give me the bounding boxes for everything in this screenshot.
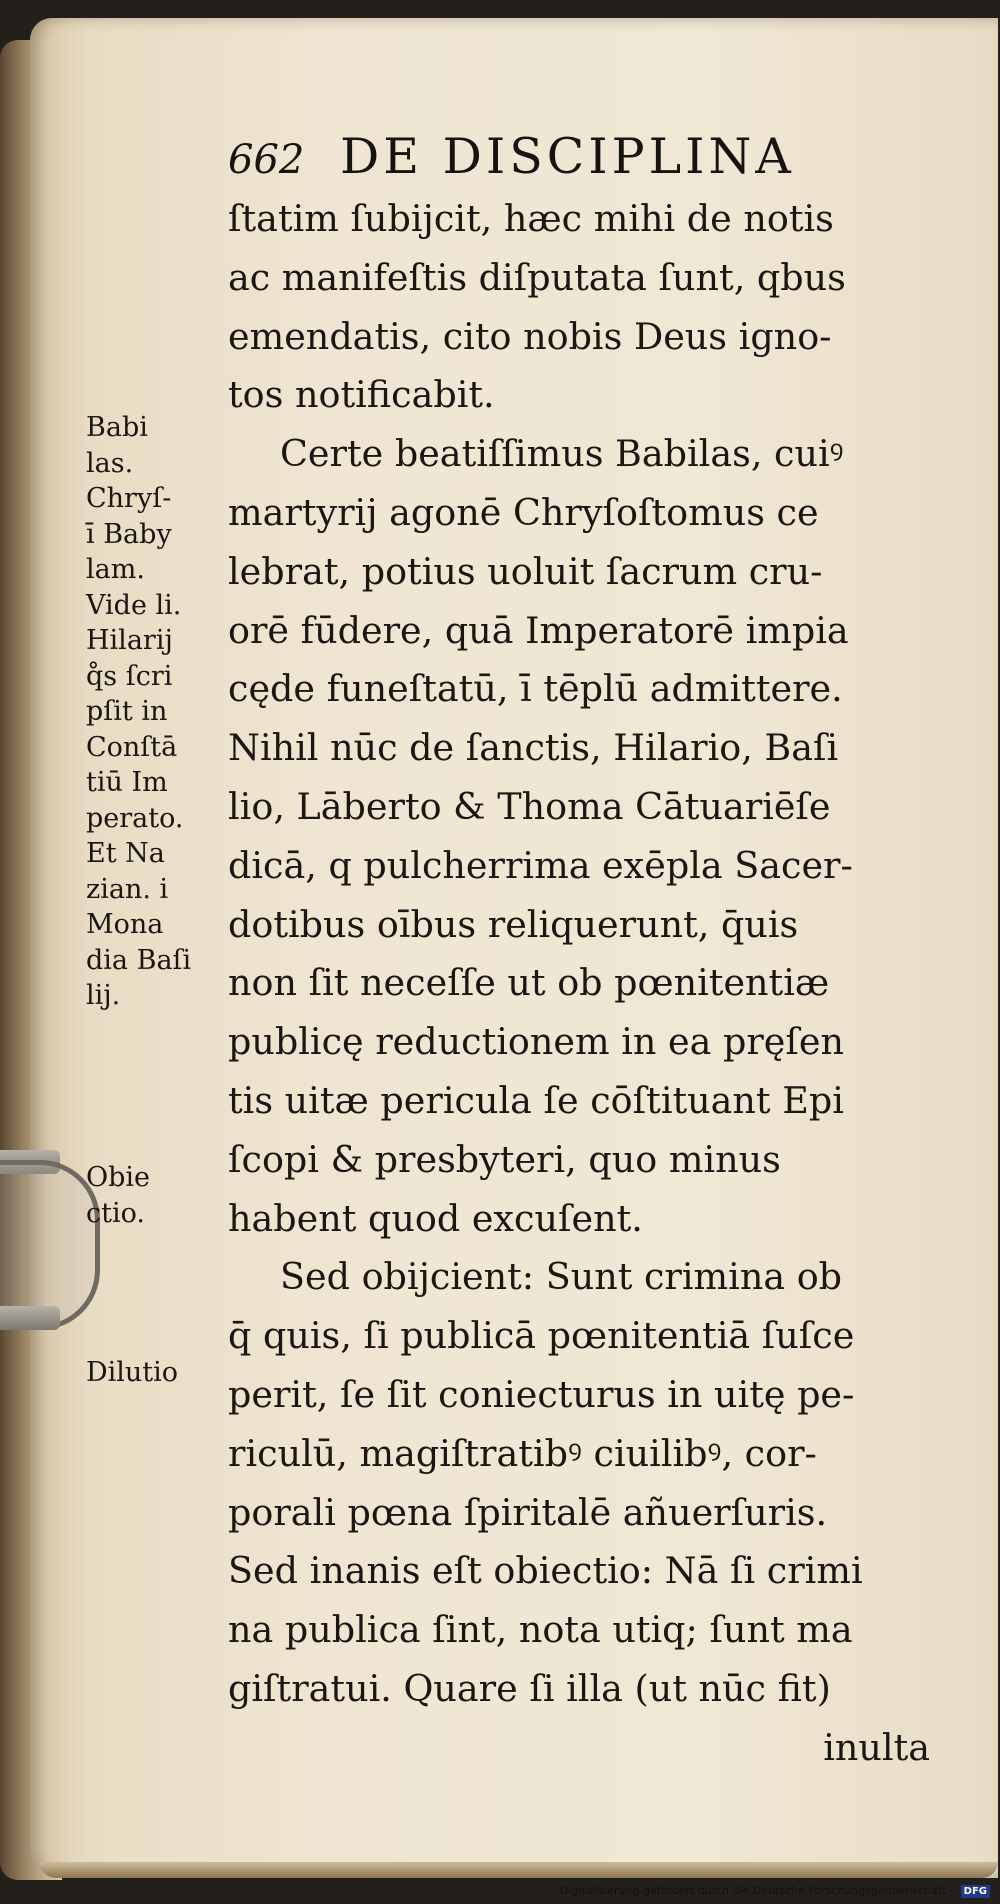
margin-note-line: Mona <box>86 909 164 940</box>
text-line: lebrat, potius uoluit ſacrum cru- <box>228 549 823 593</box>
text-line: lio, Lāberto & Thoma Cātuariēſe <box>228 784 831 828</box>
margin-note-line: pſit in <box>86 696 168 727</box>
margin-note-line: q̊s ſcri <box>86 660 173 692</box>
text-line: tos notificabit. <box>228 373 495 417</box>
text-line: riculū, magiſtratibꝰ ciuilibꝰ, cor- <box>228 1431 817 1475</box>
digitization-credit <box>560 1884 990 1898</box>
margin-note-obiectio <box>86 1160 236 1231</box>
text-line: non ſit neceſſe ut ob pœnitentiæ <box>228 961 830 1005</box>
text-line: perit, ſe ſit coniecturus in uitę pe- <box>228 1372 855 1416</box>
margin-note-line: Conſtā <box>86 731 178 763</box>
margin-note-line: ctio. <box>86 1197 145 1229</box>
margin-note-line: Babi <box>86 412 148 443</box>
clasp-bottom-bar <box>0 1306 60 1330</box>
page-number: 662 <box>228 137 305 183</box>
text-line: porali pœna ſpiritalē añuerſuris. <box>228 1490 828 1534</box>
margin-note-line: dia Baſi <box>86 944 192 976</box>
running-title: DE DISCIPLINA <box>339 128 795 185</box>
margin-note-line: lij. <box>86 980 121 1011</box>
text-line: ac manifeſtis diſputata ſunt, qbus <box>228 255 846 299</box>
text-line: ſtatim ſubijcit, hæc mihi de notis <box>228 197 834 240</box>
text-line: ſcopi & presbyteri, quo minus <box>228 1137 781 1181</box>
text-line: dicā, q pulcherrima exēpla Sacer- <box>228 843 853 887</box>
margin-note-line: perato. <box>86 802 184 834</box>
text-line: publicę reductionem in ea pręſen <box>228 1020 845 1064</box>
page-bottom-edge <box>40 1862 998 1878</box>
text-line: inulta <box>823 1725 930 1769</box>
text-line: orē fūdere, quā Imperatorē impia <box>228 608 849 652</box>
margin-note-line: ī Baby <box>86 518 172 550</box>
dfg-logo: DFG <box>961 1885 990 1898</box>
margin-note-line: Obie <box>86 1162 151 1193</box>
text-line: cęde funeſtatū, ī tēplū admittere. <box>228 667 843 711</box>
margin-note-line: Et Na <box>86 838 165 869</box>
margin-note-line: Hilarij <box>86 625 173 656</box>
margin-note-dilutio <box>86 1355 236 1391</box>
margin-note-line: tiū Im <box>86 767 168 798</box>
text-line: Nihil nūc de ſanctis, Hilario, Baſi <box>228 726 839 770</box>
credit-text: Digitalisierung gefördert durch die Deutsche Forschungsgemeinschaft - <box>559 1884 954 1897</box>
metal-clasp <box>0 1160 100 1330</box>
running-header <box>228 128 878 188</box>
margin-note-line: Vide li. <box>86 589 182 621</box>
margin-note-line: Chryſ- <box>86 483 172 514</box>
text-line: Sed obijcient: Sunt crimina ob <box>280 1255 843 1299</box>
body-text <box>228 190 938 1778</box>
margin-note-line: Dilutio <box>86 1357 179 1388</box>
text-line: martyrij agonē Chryſoſtomus ce <box>228 490 819 534</box>
margin-note-babilas <box>86 410 236 1014</box>
text-line: Certe beatiſſimus Babilas, cuiꝰ <box>280 432 844 476</box>
margin-note-line: zian. i <box>86 873 169 905</box>
text-line: habent quod excuſent. <box>228 1196 643 1240</box>
margin-note-line: lam. <box>86 554 145 585</box>
text-line: dotibus oībus reliquerunt, q̄uis <box>228 902 799 946</box>
text-line: giſtratui. Quare ſi illa (ut nūc fit) <box>228 1666 831 1710</box>
text-line: emendatis, cito nobis Deus igno- <box>228 314 832 358</box>
margin-note-line: las. <box>86 447 134 479</box>
text-line: Sed inanis eſt obiectio: Nā ſi crimi <box>228 1549 863 1593</box>
text-line: q̄ quis, ſi publicā pœnitentiā ſuſce <box>228 1314 855 1358</box>
text-line: na publica ſint, nota utiq; ſunt ma <box>228 1608 853 1652</box>
text-line: tis uitæ pericula ſe cōſtituant Epi <box>228 1078 844 1122</box>
